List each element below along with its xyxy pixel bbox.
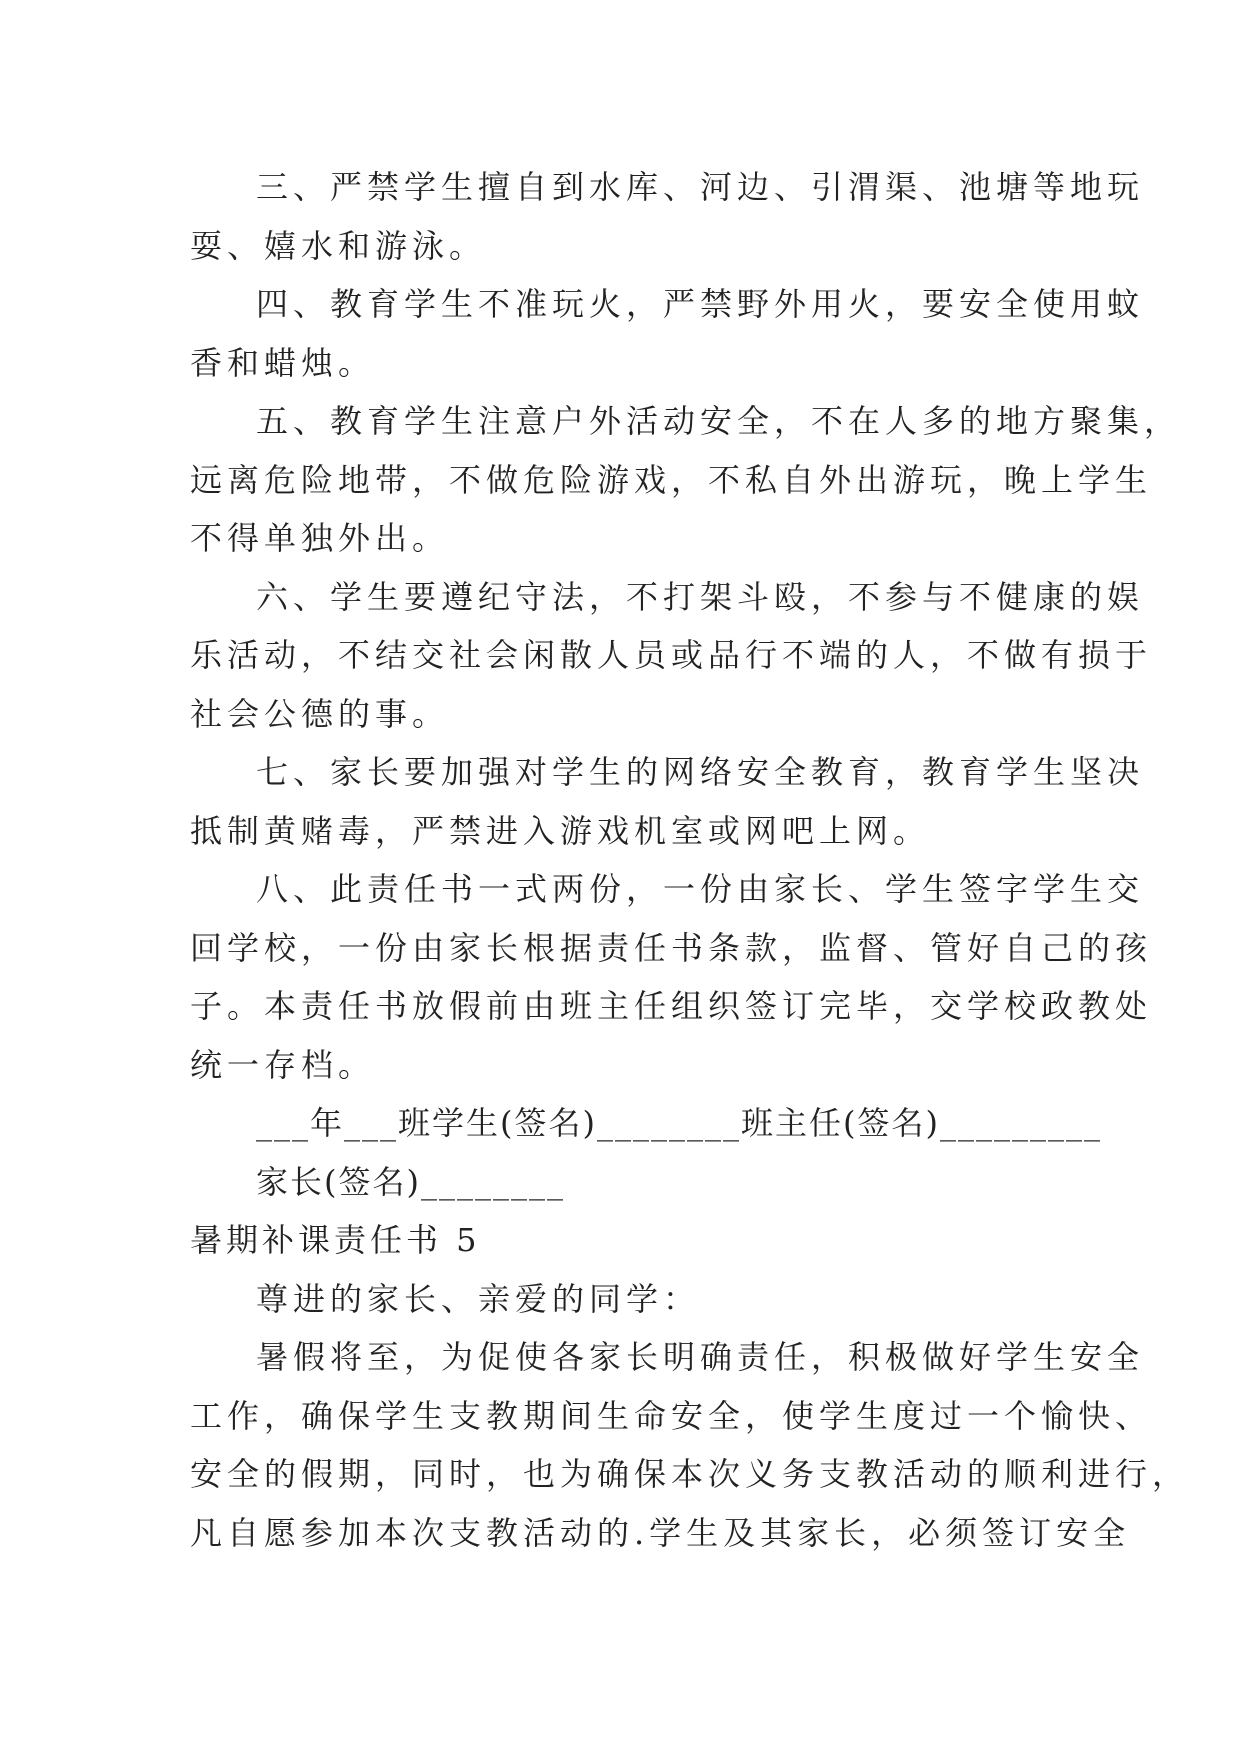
text-line: 社会公德的事。 [190, 694, 450, 733]
text-line: 三、严禁学生擅自到水库、河边、引渭渠、池塘等地玩 [256, 168, 1145, 206]
text-line: 远离危险地带，不做危险游戏，不私自外出游玩，晚上学生 [190, 460, 1153, 499]
text-line: 安全的假期，同时，也为确保本次义务支教活动的顺利进行， [190, 1455, 1190, 1493]
text-line: 八、此责任书一式两份，一份由家长、学生签字学生交 [256, 870, 1145, 908]
text-line: 五、教育学生注意户外活动安全，不在人多的地方聚集， [256, 402, 1182, 440]
section-title: 暑期补课责任书 5 [190, 1221, 481, 1259]
text-line: 耍、嬉水和游泳。 [190, 226, 487, 265]
text-line: 抵制黄赌毒，严禁进入游戏机室或网吧上网。 [190, 811, 931, 850]
signature-line-parent: 家长(签名)________ [256, 1162, 565, 1201]
salutation: 尊进的家长、亲爱的同学： [256, 1279, 701, 1318]
document-body [190, 158, 1190, 1562]
text-line: 六、学生要遵纪守法，不打架斗殴，不参与不健康的娱 [256, 577, 1145, 616]
text-line: 凡自愿参加本次支教活动的.学生及其家长，必须签订安全 [190, 1513, 1131, 1552]
text-line: 香和蜡烛。 [190, 343, 376, 382]
text-line: 回学校，一份由家长根据责任书条款，监督、管好自己的孩 [190, 928, 1153, 967]
text-line: 暑假将至，为促使各家长明确责任，积极做好学生安全 [256, 1338, 1145, 1376]
text-line: 七、家长要加强对学生的网络安全教育，教育学生坚决 [256, 753, 1145, 791]
text-line: 不得单独外出。 [190, 519, 450, 557]
text-line: 乐活动，不结交社会闲散人员或品行不端的人，不做有损于 [190, 636, 1153, 674]
text-line: 子。本责任书放假前由班主任组织签订完毕，交学校政教处 [190, 987, 1153, 1025]
text-line: 工作，确保学生支教期间生命安全，使学生度过一个愉快、 [190, 1396, 1153, 1435]
text-line: 统一存档。 [190, 1045, 376, 1084]
text-line: 四、教育学生不准玩火，严禁野外用火，要安全使用蚊 [256, 285, 1145, 323]
signature-line-class: ___年___班学生(签名)________班主任(签名)_________ [256, 1104, 1102, 1142]
